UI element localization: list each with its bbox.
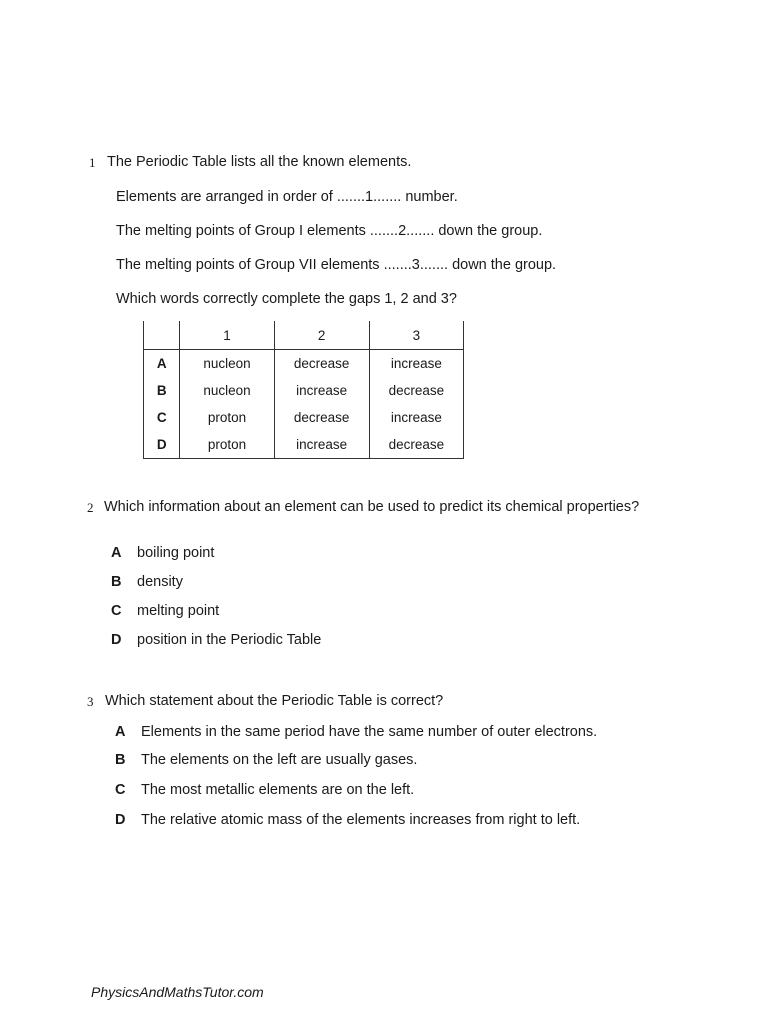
question-line: The melting points of Group VII elements .......3....... down the group. (116, 257, 557, 273)
option-letter: A (115, 724, 126, 740)
table-cell: proton (180, 404, 274, 431)
table-cell: nucleon (180, 377, 274, 404)
option-letter: D (115, 812, 126, 828)
option-text: boiling point (137, 545, 215, 561)
table-cell-letter: C (144, 404, 180, 431)
table-header-cell (144, 321, 180, 350)
question-stem: Which statement about the Periodic Table is correct? (105, 693, 444, 709)
table-header-cell: 1 (180, 321, 274, 350)
question-number: 2 (87, 500, 94, 515)
table-cell: increase (390, 410, 442, 425)
option-letter: A (111, 545, 122, 561)
option-letter: C (111, 603, 122, 619)
table-row (144, 377, 464, 404)
table-cell: decrease (388, 437, 445, 452)
table-cell: increase (390, 356, 442, 371)
option-letter: B (111, 574, 122, 590)
table-header-cell: 3 (369, 321, 463, 350)
table-cell: nucleon (180, 350, 274, 378)
option-text: position in the Periodic Table (137, 632, 322, 648)
question-stem: The Periodic Table lists all the known elements. (107, 154, 412, 170)
table-row (144, 350, 464, 378)
table-row (144, 431, 464, 459)
option-letter: D (111, 632, 122, 648)
option-text: density (137, 574, 183, 590)
table-cell: increase (274, 377, 369, 404)
table-cell: decrease (274, 350, 369, 378)
option-text: The relative atomic mass of the elements increases from right to left. (141, 812, 581, 828)
question-line: Elements are arranged in order of .......1....... number. (116, 189, 458, 205)
question-number: 3 (87, 694, 94, 709)
table-cell: increase (274, 431, 369, 459)
table-row (144, 404, 464, 431)
table-cell-letter: A (144, 350, 180, 378)
option-text: melting point (137, 603, 220, 619)
option-letter: B (115, 752, 126, 768)
option-letter: C (115, 782, 126, 798)
table-header-row (144, 321, 464, 350)
table-cell-letter: B (144, 377, 180, 404)
option-text: Elements in the same period have the same number of outer electrons. (141, 724, 598, 740)
table-cell: proton (180, 431, 274, 459)
table-cell: decrease (274, 404, 369, 431)
table-cell-letter: D (144, 431, 180, 459)
table-header-cell: 2 (274, 321, 369, 350)
answer-table (143, 321, 464, 459)
question-line: Which words correctly complete the gaps 1, 2 and 3? (116, 291, 457, 307)
question-line: The melting points of Group I elements .......2....... down the group. (116, 223, 543, 239)
option-text: The most metallic elements are on the left. (141, 782, 415, 798)
table-cell: decrease (388, 383, 445, 398)
question-stem: Which information about an element can be used to predict its chemical properties? (104, 499, 640, 515)
question-number: 1 (89, 155, 96, 170)
option-text: The elements on the left are usually gases. (141, 752, 418, 768)
footer-site-name: PhysicsAndMathsTutor.com (91, 984, 264, 1000)
